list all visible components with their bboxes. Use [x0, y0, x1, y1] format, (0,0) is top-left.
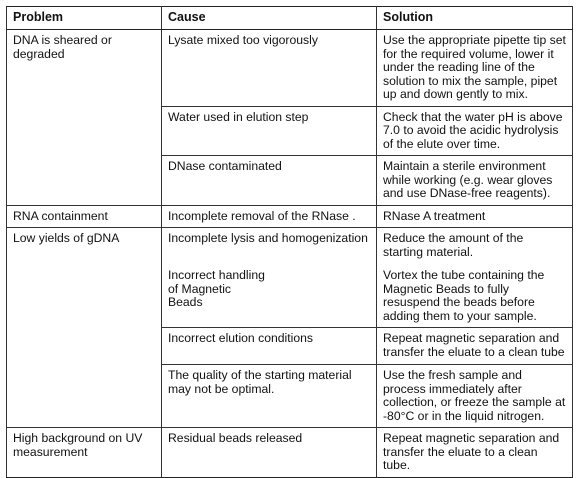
problem-cell: RNA containment: [7, 205, 162, 228]
cause-text: Incorrect handling of Magnetic Beads: [168, 268, 265, 309]
cause-cell: Incomplete removal of the RNase .: [162, 205, 377, 228]
problem-cell: High background on UV measurement: [7, 428, 162, 478]
cause-cell: Incomplete lysis and homogenization: [162, 228, 377, 266]
cause-cell: Incorrect elution conditions: [162, 328, 377, 365]
table-row: [7, 205, 573, 228]
problem-cell: Low yields of gDNA: [7, 228, 162, 428]
solution-cell: Repeat magnetic separation and transfer the eluate to a clean tube.: [377, 428, 573, 478]
table-row: [7, 428, 573, 478]
solution-cell: Use the appropriate pipette tip set for the required volume, lower it under the reading line of the solution to mix the sample, pipet up and down gently to mix.: [377, 30, 573, 107]
solution-cell: Vortex the tube containing the Magnetic Beads to fully resuspend the beads before adding them to your sample.: [377, 265, 573, 328]
solution-cell: RNase A treatment: [377, 205, 573, 228]
cause-cell: Residual beads released: [162, 428, 377, 478]
solution-cell: Check that the water pH is above 7.0 to avoid the acidic hydrolysis of the elute over time.: [377, 106, 573, 156]
solution-cell: Reduce the amount of the starting material.: [377, 228, 573, 266]
cause-cell: Lysate mixed too vigorously: [162, 30, 377, 107]
cause-cell: Water used in elution step: [162, 106, 377, 156]
table-row: [7, 30, 573, 107]
solution-cell: Repeat magnetic separation and transfer the eluate to a clean tube: [377, 328, 573, 365]
cause-cell: The quality of the starting material may not be optimal.: [162, 365, 377, 428]
solution-cell: Use the fresh sample and process immediately after collection, or freeze the sample at -80°C or in the liquid nitrogen.: [377, 365, 573, 428]
header-row: [7, 7, 573, 30]
cause-cell: [162, 265, 377, 328]
solution-cell: Maintain a sterile environment while working (e.g. wear gloves and use DNase-free reagents).: [377, 156, 573, 206]
cause-cell: DNase contaminated: [162, 156, 377, 206]
header-cause: Cause: [162, 7, 377, 30]
header-solution: Solution: [377, 7, 573, 30]
header-problem: Problem: [7, 7, 162, 30]
table-row: [7, 228, 573, 266]
problem-cell: DNA is sheared or degraded: [7, 30, 162, 206]
troubleshooting-table: [6, 6, 573, 478]
